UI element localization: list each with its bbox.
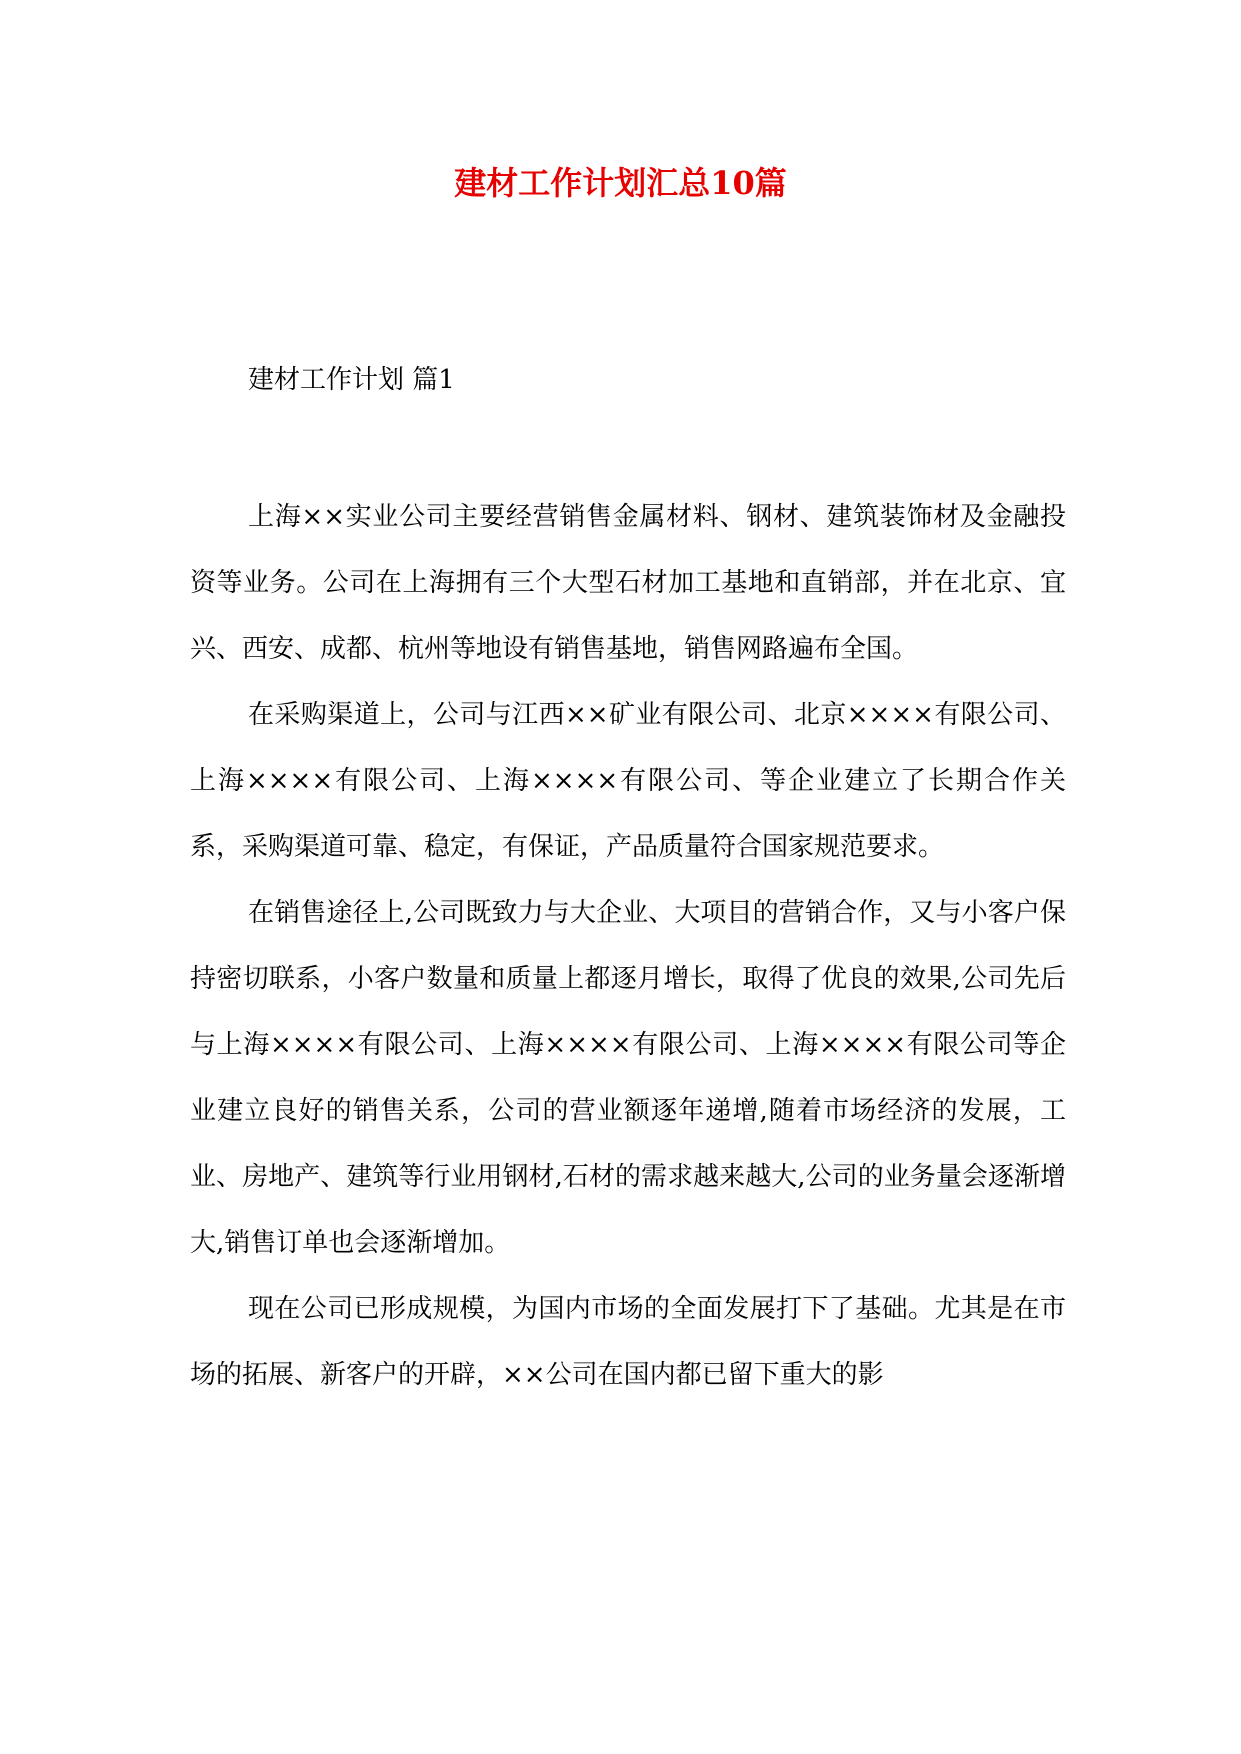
body-text bbox=[190, 484, 1066, 1408]
paragraph-sales: 在销售途径上,公司既致力与大企业、大项目的营销合作，又与小客户保持密切联系，小客户数量和质量上都逐月增长，取得了优良的效果,公司先后与上海××××有限公司、上海××××有限公司、上海××××有限公司等企业建立良好的销售关系，公司的营业额逐年递增,随着市场经济的发展，工业、房地产、建筑等行业用钢材,石材的需求越来越大,公司的业务量会逐渐增大,销售订单也会逐渐增加。 bbox=[190, 898, 1066, 1258]
section-heading: 建材工作计划 篇1 bbox=[248, 365, 455, 395]
paragraph-company-profile: 上海××实业公司主要经营销售金属材料、钢材、建筑装饰材及金融投资等业务。公司在上海拥有三个大型石材加工基地和直销部，并在北京、宜兴、西安、成都、杭州等地设有销售基地，销售网路遍布全国。 bbox=[190, 502, 1066, 664]
document-title: 建材工作计划汇总10篇 bbox=[454, 164, 787, 202]
paragraph-procurement: 在采购渠道上，公司与江西××矿业有限公司、北京××××有限公司、上海××××有限公司、上海××××有限公司、等企业建立了长期合作关系，采购渠道可靠、稳定，有保证，产品质量符合国家规范要求。 bbox=[190, 700, 1066, 862]
paragraph-scale: 现在公司已形成规模，为国内市场的全面发展打下了基础。尤其是在市场的拓展、新客户的开辟，××公司在国内都已留下重大的影 bbox=[190, 1294, 1066, 1390]
